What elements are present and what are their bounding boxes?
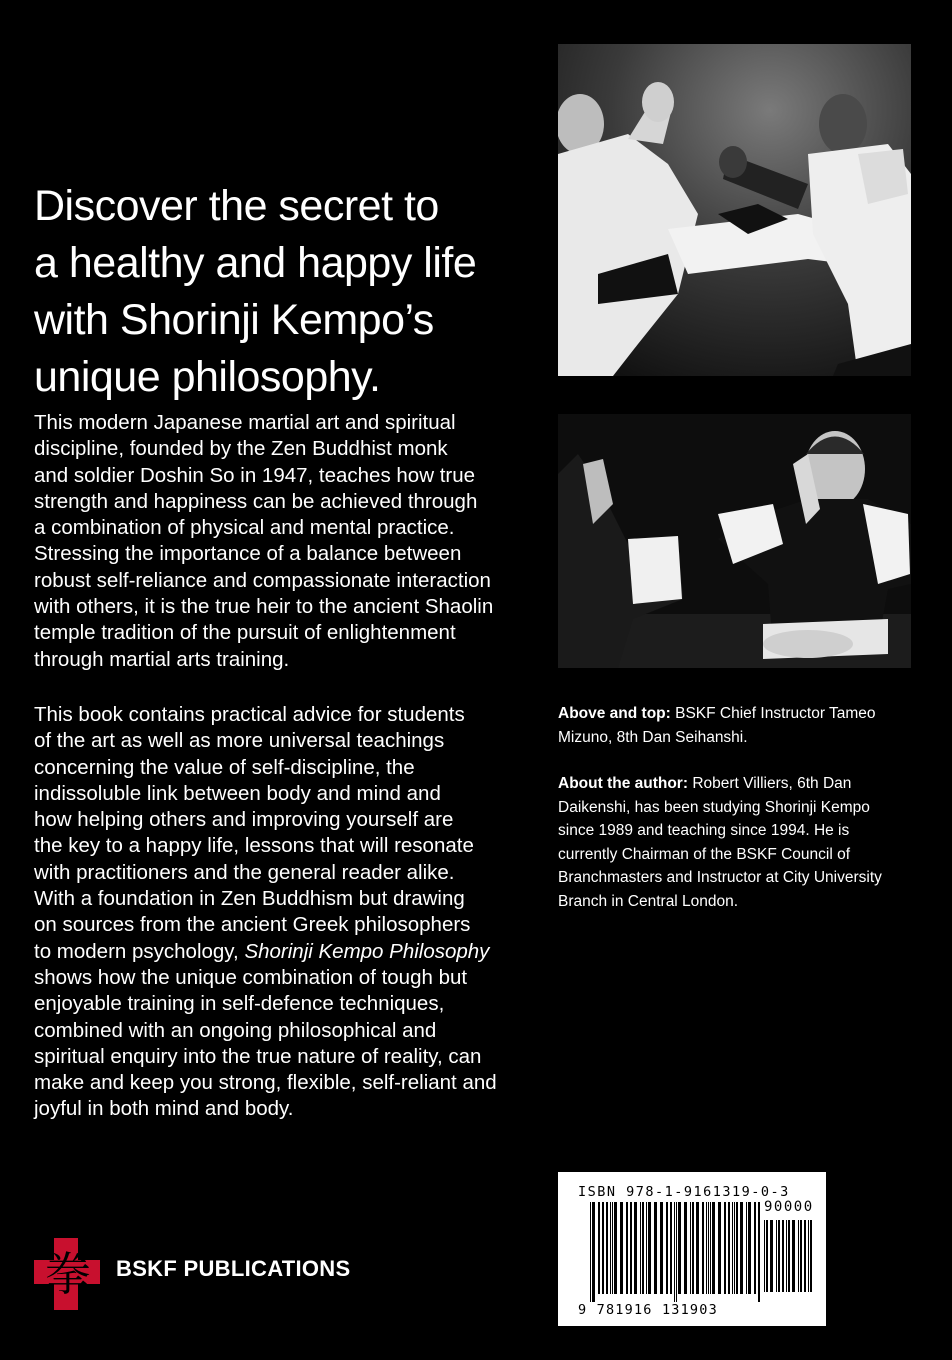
barcode-bar xyxy=(670,1202,672,1294)
barcode-bar xyxy=(712,1202,715,1294)
publisher-logo xyxy=(32,1234,372,1314)
photo-instructor-gassho xyxy=(558,414,911,668)
paragraph-line: the key to a happy life, lessons that will resonate xyxy=(34,834,474,858)
paragraph-text: to modern psychology, xyxy=(34,939,245,963)
caption-line: Branch in Central London. xyxy=(558,892,739,910)
barcode-bar xyxy=(640,1202,641,1294)
barcode-bars xyxy=(590,1202,760,1302)
paragraph-line: joyful in both mind and body. xyxy=(34,1097,294,1121)
caption-line: Daikenshi, has been studying Shorinji Kempo xyxy=(558,798,870,816)
caption-line: currently Chairman of the BSKF Council of xyxy=(558,845,851,863)
caption-line: since 1989 and teaching since 1994. He is xyxy=(558,822,850,840)
barcode-bar xyxy=(674,1202,675,1302)
barcode-bar xyxy=(702,1202,704,1294)
barcode-bar xyxy=(642,1202,644,1294)
paragraph-line: through martial arts training. xyxy=(34,647,290,671)
kanji-glyph: 拳 xyxy=(45,1247,91,1301)
caption-label: Above and top: xyxy=(558,705,671,722)
photo-kick-sparring-image xyxy=(558,44,911,376)
author-text: Robert Villiers, 6th Dan xyxy=(688,775,852,792)
paragraph-line: combined with an ongoing philosophical and xyxy=(34,1018,437,1042)
paragraph-line: spiritual enquiry into the true nature of reality, can xyxy=(34,1044,482,1068)
barcode-bar xyxy=(764,1220,765,1292)
paragraph-line: This modern Japanese martial art and spiritual xyxy=(34,411,456,434)
barcode-bar xyxy=(634,1202,637,1294)
barcode-bar xyxy=(684,1202,687,1294)
headline-line: unique philosophy. xyxy=(34,353,381,401)
barcode-bar xyxy=(736,1202,738,1294)
barcode-bar xyxy=(648,1202,651,1294)
barcode-bar xyxy=(792,1220,795,1292)
caption-line xyxy=(558,772,918,796)
barcode-bar xyxy=(706,1202,707,1294)
barcode-bar xyxy=(660,1202,663,1294)
paragraph-line: strength and happiness can be achieved through xyxy=(34,489,478,513)
photo-caption xyxy=(558,702,918,749)
barcode-bar xyxy=(778,1220,780,1292)
caption-line: Mizuno, 8th Dan Seihanshi. xyxy=(558,728,748,746)
author-bio xyxy=(558,772,918,914)
ean-number: 9 781916 131903 xyxy=(578,1302,718,1318)
paragraph-line: shows how the unique combination of tough but xyxy=(34,965,468,989)
paragraph-line: concerning the value of self-discipline, the xyxy=(34,755,415,779)
barcode-bar xyxy=(692,1202,694,1294)
barcode-bar xyxy=(728,1202,730,1294)
barcode-bar xyxy=(740,1202,743,1294)
barcode-bar xyxy=(590,1202,591,1302)
caption-line xyxy=(558,702,918,726)
barcode-bar xyxy=(678,1202,681,1294)
headline-line: with Shorinji Kempo’s xyxy=(34,296,434,344)
paragraph-line: discipline, founded by the Zen Buddhist monk xyxy=(34,437,448,461)
barcode-bar xyxy=(666,1202,668,1294)
barcode-bar xyxy=(758,1202,760,1302)
barcode-bar xyxy=(676,1202,677,1302)
isbn-barcode xyxy=(558,1172,826,1326)
barcode-bar xyxy=(770,1220,773,1292)
paragraph-line: how helping others and improving yourself are xyxy=(34,808,454,832)
paragraph-line: With a foundation in Zen Buddhism but drawing xyxy=(34,887,465,911)
paragraph-line: with others, it is the true heir to the ancient Shaolin xyxy=(34,595,494,619)
price-addon-number: 90000 xyxy=(764,1199,814,1215)
barcode-bar xyxy=(614,1202,617,1294)
barcode-bar xyxy=(626,1202,628,1294)
description-paragraph-2 xyxy=(34,702,534,1123)
paragraph-line: of the art as well as more universal teachings xyxy=(34,729,445,753)
publisher-name: BSKF PUBLICATIONS xyxy=(116,1256,351,1281)
caption-line: Branchmasters and Instructor at City University xyxy=(558,869,882,887)
description-paragraph-1 xyxy=(34,410,534,673)
headline-line: a healthy and happy life xyxy=(34,239,477,287)
barcode-bar xyxy=(606,1202,608,1294)
book-title: Shorinji Kempo Philosophy xyxy=(244,939,490,963)
paragraph-line: temple tradition of the pursuit of enlightenment xyxy=(34,621,456,645)
paragraph-line: Stressing the importance of a balance between xyxy=(34,542,462,566)
barcode-bar xyxy=(782,1220,784,1292)
barcode-bar xyxy=(724,1202,726,1294)
barcode-bar xyxy=(696,1202,699,1294)
paragraph-line: with practitioners and the general reader alike. xyxy=(34,860,455,884)
paragraph-line: on sources from the ancient Greek philosophers xyxy=(34,913,471,937)
barcode-bar xyxy=(748,1202,751,1294)
barcode-bar xyxy=(612,1202,613,1294)
barcode-bar xyxy=(690,1202,691,1294)
barcode-bar xyxy=(776,1220,777,1292)
barcode-bar xyxy=(810,1220,812,1292)
paragraph-line xyxy=(34,939,534,965)
photo-kick-sparring xyxy=(558,44,911,376)
bskf-cross-logo-icon xyxy=(32,1234,104,1314)
barcode-bar xyxy=(766,1220,768,1292)
paragraph-line: enjoyable training in self-defence techniques, xyxy=(34,992,445,1016)
isbn-number: ISBN 978-1-9161319-0-3 xyxy=(578,1184,790,1200)
barcode-bar xyxy=(786,1220,787,1292)
author-label: About the author: xyxy=(558,775,689,792)
paragraph-line: and soldier Doshin So in 1947, teaches how true xyxy=(34,463,476,487)
barcode-bar xyxy=(598,1202,600,1294)
barcode-bar xyxy=(710,1202,711,1294)
barcode-bar xyxy=(718,1202,721,1294)
barcode-bar xyxy=(754,1202,756,1294)
paragraph-line: robust self-reliance and compassionate interaction xyxy=(34,568,491,592)
addon-barcode-bars xyxy=(764,1220,816,1300)
barcode-bar xyxy=(732,1202,733,1294)
paragraph-line: This book contains practical advice for students xyxy=(34,703,465,726)
barcode-bar xyxy=(800,1220,802,1292)
barcode-bar xyxy=(620,1202,623,1294)
barcode-bar xyxy=(808,1220,809,1292)
paragraph-line: make and keep you strong, flexible, self-reliant and xyxy=(34,1071,497,1095)
barcode-bar xyxy=(654,1202,657,1294)
barcode-bar xyxy=(746,1202,747,1294)
barcode-bar xyxy=(708,1202,709,1294)
paragraph-line: indissoluble link between body and mind and xyxy=(34,781,441,805)
headline-line: Discover the secret to xyxy=(34,182,439,230)
barcode-bar xyxy=(734,1202,735,1294)
barcode-bar xyxy=(630,1202,632,1294)
paragraph-line: a combination of physical and mental practice. xyxy=(34,516,455,540)
barcode-bar xyxy=(804,1220,806,1292)
photo-instructor-gassho-image xyxy=(558,414,911,668)
barcode-bar xyxy=(788,1220,790,1292)
barcode-bar xyxy=(646,1202,647,1294)
barcode-bar xyxy=(602,1202,604,1294)
headline xyxy=(34,178,534,406)
caption-text: BSKF Chief Instructor Tameo xyxy=(670,705,876,722)
barcode-bar xyxy=(610,1202,611,1294)
barcode-bar xyxy=(592,1202,595,1302)
barcode-bar xyxy=(798,1220,799,1292)
